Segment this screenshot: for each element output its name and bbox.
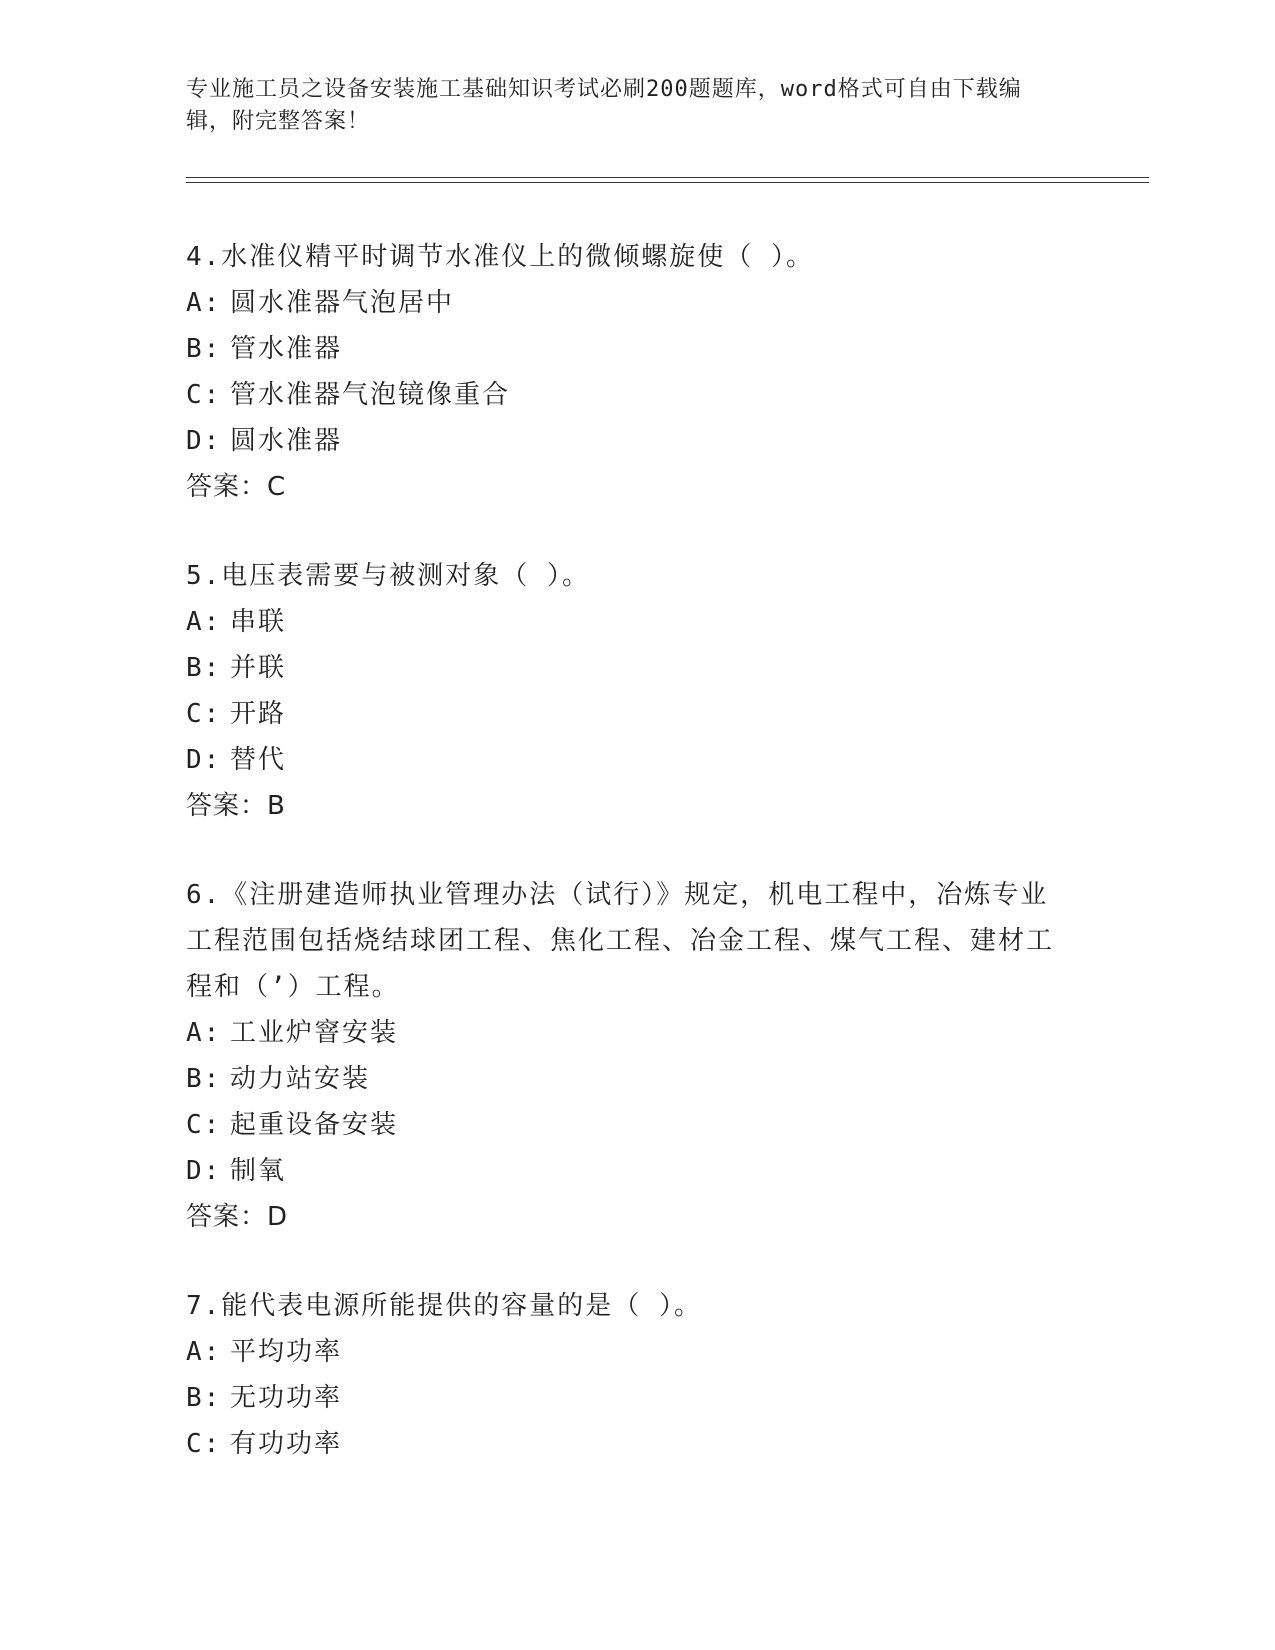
question-4: [186, 234, 1066, 510]
option-d: [186, 1148, 1066, 1194]
question-6: [186, 872, 1066, 1240]
option-text: 动力站安装: [230, 1064, 371, 1094]
answer: 答案：B: [186, 791, 286, 821]
option-key: A:: [186, 1337, 222, 1367]
option-key: C:: [186, 1429, 222, 1459]
option-text: 并联: [230, 653, 287, 683]
option-key: A:: [186, 607, 222, 637]
option-b: [186, 645, 1066, 691]
option-text: 串联: [230, 607, 287, 637]
question-5: [186, 553, 1066, 829]
option-key: D:: [186, 1156, 222, 1186]
option-text: 管水准器: [230, 334, 343, 364]
option-text: 管水准器气泡镜像重合: [230, 380, 511, 410]
question-text: 5.电压表需要与被测对象（ ）。: [186, 561, 590, 591]
answer: 答案：C: [186, 472, 287, 502]
option-a: [186, 1010, 1066, 1056]
option-key: C:: [186, 1110, 222, 1140]
option-text: 圆水准器: [230, 426, 343, 456]
option-key: D:: [186, 745, 222, 775]
option-key: C:: [186, 699, 222, 729]
document-header: 专业施工员之设备安装施工基础知识考试必刷200题题库，word格式可自由下载编辑，附完整答案！: [186, 77, 1022, 134]
question-text: 4.水准仪精平时调节水准仪上的微倾螺旋使（ ）。: [186, 242, 814, 272]
option-text: 制氧: [230, 1156, 287, 1186]
option-key: C:: [186, 380, 222, 410]
option-b: [186, 326, 1066, 372]
option-c: [186, 372, 1066, 418]
option-key: B:: [186, 334, 222, 364]
option-c: [186, 691, 1066, 737]
option-text: 有功功率: [230, 1429, 343, 1459]
option-key: A:: [186, 288, 222, 318]
option-text: 起重设备安装: [230, 1110, 399, 1140]
option-key: B:: [186, 1383, 222, 1413]
option-text: 工业炉窨安装: [230, 1018, 399, 1048]
option-text: 替代: [230, 745, 287, 775]
option-a: [186, 280, 1066, 326]
option-c: [186, 1102, 1066, 1148]
option-d: [186, 418, 1066, 464]
option-a: [186, 1329, 1066, 1375]
question-text: 6.《注册建造师执业管理办法（试行）》规定，机电工程中，冶炼专业工程范围包括烧结球团工程、焦化工程、冶金工程、煤气工程、建材工程和（’）工程。: [186, 880, 1055, 1002]
option-text: 无功功率: [230, 1383, 343, 1413]
question-7: [186, 1283, 1066, 1467]
header-divider-bottom: [186, 182, 1149, 183]
option-text: 平均功率: [230, 1337, 343, 1367]
option-a: [186, 599, 1066, 645]
option-key: A:: [186, 1018, 222, 1048]
option-b: [186, 1056, 1066, 1102]
option-key: B:: [186, 1064, 222, 1094]
option-text: 圆水准器气泡居中: [230, 288, 455, 318]
option-key: D:: [186, 426, 222, 456]
question-text: 7.能代表电源所能提供的容量的是（ ）。: [186, 1291, 702, 1321]
option-key: B:: [186, 653, 222, 683]
option-text: 开路: [230, 699, 287, 729]
header-divider-top: [186, 177, 1149, 178]
option-b: [186, 1375, 1066, 1421]
answer: 答案：D: [186, 1202, 289, 1232]
option-c: [186, 1421, 1066, 1467]
option-d: [186, 737, 1066, 783]
